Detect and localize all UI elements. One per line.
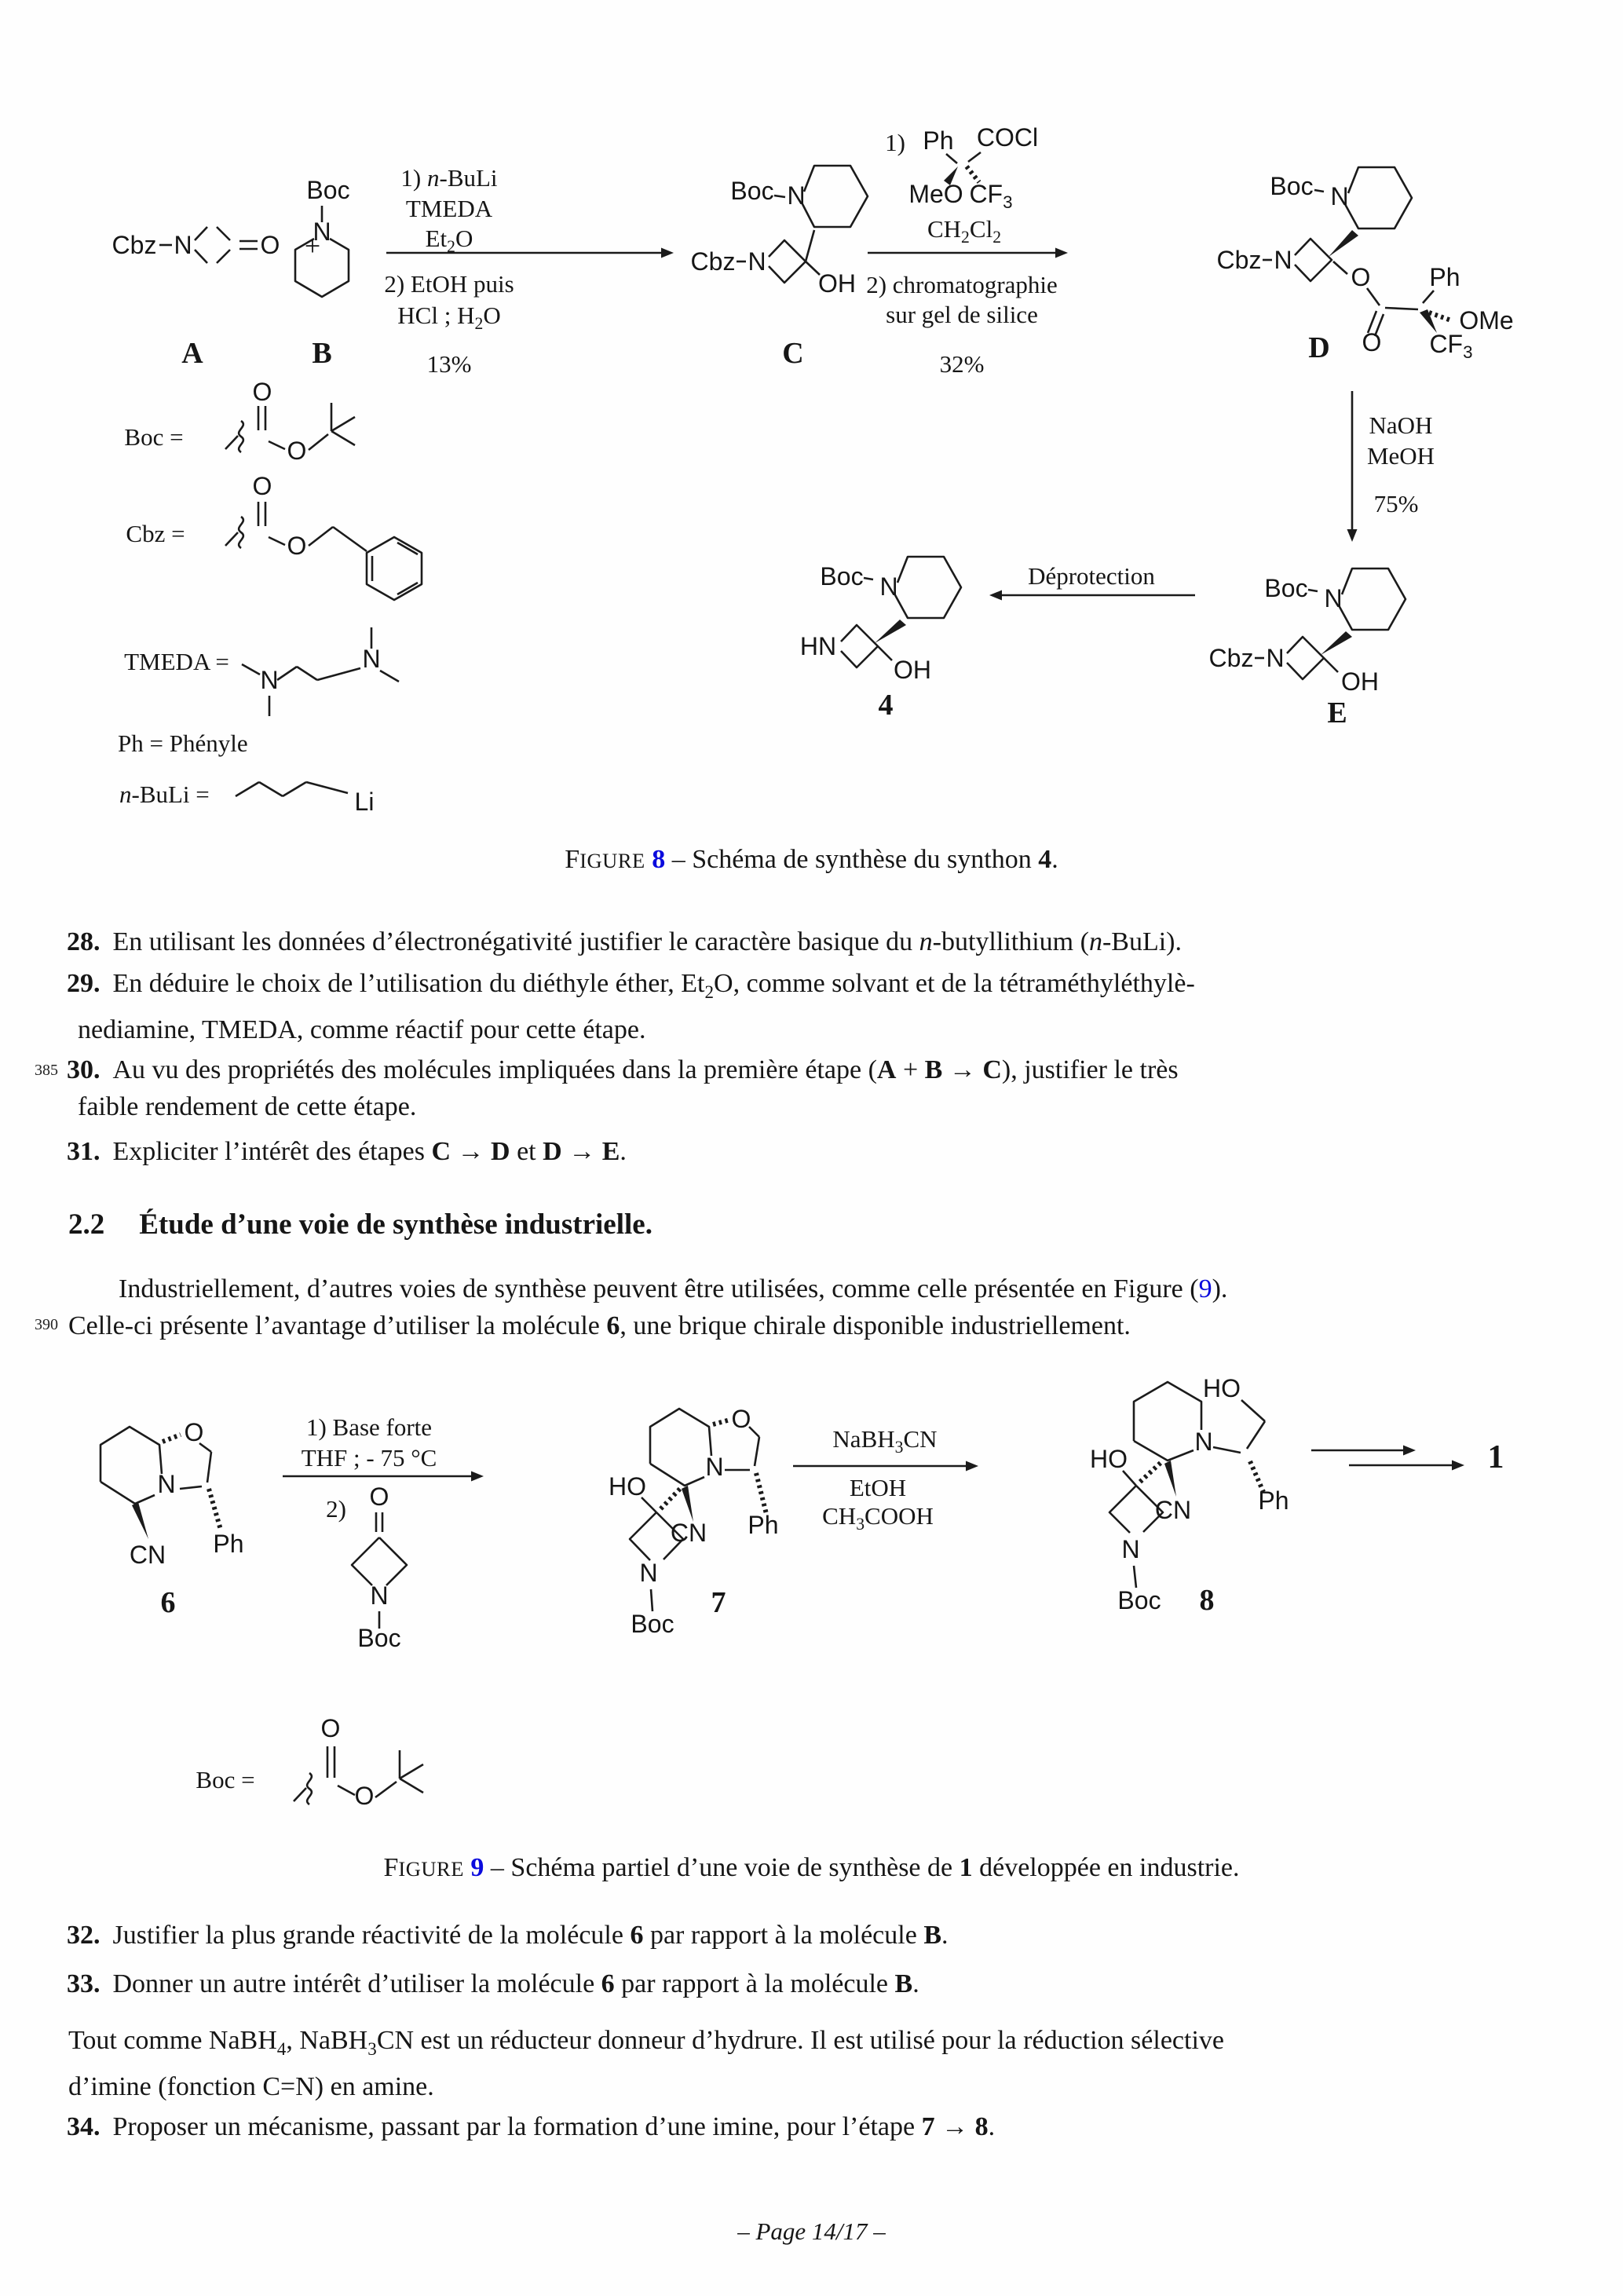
svg-text:COCl: COCl	[976, 123, 1039, 152]
question-number: 29.	[67, 969, 101, 998]
svg-text:Et2O: $Et_2O$	[425, 225, 473, 256]
question-31: 31. Expliciter l’intérêt des étapes C → D et D → E.	[67, 1137, 627, 1166]
question-number: 33.	[67, 1969, 101, 1998]
svg-text:Boc: Boc	[1270, 172, 1314, 200]
svg-text:CF3: $CF_3$	[1429, 330, 1473, 363]
question-number: 32.	[67, 1921, 101, 1950]
svg-text:O: O	[320, 1714, 341, 1742]
svg-text:EtOH: EtOH	[849, 1474, 907, 1501]
svg-text:Cbz =: Cbz =	[126, 520, 185, 547]
svg-text:Boc =: Boc =	[124, 423, 184, 451]
svg-text:CH2Cl2: $CH_2Cl_2$	[927, 215, 1002, 247]
svg-text:N: N	[1330, 182, 1349, 210]
question-number: 30.	[67, 1055, 101, 1084]
figure9-caption: FIGURE 9 – Schéma partiel d’une voie de synthèse de 1 développée en industrie.	[383, 1853, 1240, 1882]
svg-text:Boc: Boc	[1264, 574, 1308, 602]
svg-text:N: N	[157, 1470, 176, 1498]
nabh-paragraph: Tout comme NaBH$_4$, NaBH$_3$CN est un réducteur donneur d’hydrure. Il est utilisé pour la réduction sélective d’imine (fonction C=N) en amine.	[68, 2026, 1224, 2101]
margin-line-number-390: 390	[35, 1316, 58, 1333]
svg-text:CF3: $CF_3$	[969, 180, 1013, 213]
svg-text:MeOH: MeOH	[1366, 442, 1435, 470]
svg-text:N: N	[787, 181, 806, 210]
svg-text:N: N	[1121, 1535, 1140, 1563]
svg-text:O: O	[354, 1782, 375, 1810]
svg-text:1) n-BuLi: 1) n-BuLi	[400, 164, 498, 192]
svg-text:HO: HO	[1203, 1374, 1241, 1402]
svg-text:13%: 13%	[426, 350, 472, 378]
svg-text:Li: Li	[354, 788, 375, 816]
question-34: 34. Proposer un mécanisme, passant par la formation d’une imine, pour l’étape 7 → 8.	[67, 2112, 996, 2141]
svg-text:OMe: OMe	[1459, 306, 1514, 335]
svg-text:Boc: Boc	[631, 1610, 674, 1638]
svg-text:O: O	[731, 1405, 751, 1433]
svg-text:O: O	[184, 1418, 204, 1446]
svg-text:2): 2)	[326, 1495, 346, 1523]
question-number: 31.	[67, 1137, 101, 1166]
svg-text:O: O	[287, 437, 307, 465]
svg-text:HO: HO	[1090, 1445, 1128, 1473]
svg-text:HCl ; H2O: HCl ; $H_2O$	[397, 302, 501, 333]
svg-text:N: N	[1324, 584, 1343, 612]
svg-text:MeO: MeO	[908, 180, 963, 208]
svg-text:7: 7	[711, 1586, 726, 1619]
svg-text:1: 1	[1487, 1439, 1504, 1475]
svg-text:E: E	[1327, 696, 1347, 729]
svg-text:A: A	[181, 337, 203, 370]
svg-text:N: N	[260, 666, 279, 694]
svg-text:HN: HN	[799, 632, 837, 660]
question-30: 30. Au vu des propriétés des molécules impliquées dans la première étape (A + B → C), justifier le très faible rendement de cette étape.	[67, 1055, 1179, 1121]
svg-text:4: 4	[878, 689, 894, 722]
svg-text:2) chromatographie: 2) chromatographie	[866, 271, 1058, 298]
svg-text:O: O	[260, 231, 280, 259]
svg-text:Ph: Ph	[1258, 1486, 1289, 1515]
svg-text:N: N	[639, 1559, 658, 1587]
svg-text:Boc: Boc	[306, 176, 350, 204]
svg-text:NaBH3CN: NaBH$_3$CN	[832, 1425, 938, 1457]
svg-text:n-BuLi =: n-BuLi =	[119, 781, 210, 808]
figure8-caption: FIGURE 8 – Schéma de synthèse du synthon 4.	[565, 845, 1058, 874]
question-32: 32. Justifier la plus grande réactivité de la molécule 6 par rapport à la molécule B.	[67, 1921, 949, 1950]
svg-text:N: N	[748, 247, 766, 276]
svg-text:C: C	[782, 337, 804, 370]
svg-text:N: N	[313, 218, 331, 246]
svg-text:Cbz: Cbz	[111, 231, 157, 259]
section-heading	[68, 1208, 652, 1241]
svg-text:CN: CN	[1154, 1496, 1192, 1524]
svg-text:Cbz: Cbz	[1208, 644, 1254, 672]
section-title: Étude d’une voie de synthèse industrielle.	[139, 1208, 652, 1241]
svg-text:THF ; - 75 °C: THF ; - 75 °C	[301, 1444, 437, 1472]
margin-line-number-385: 385	[35, 1062, 58, 1079]
svg-text:Ph: Ph	[213, 1530, 244, 1558]
svg-text:TMEDA =: TMEDA =	[124, 648, 229, 675]
svg-text:O: O	[287, 532, 307, 560]
svg-text:B: B	[312, 337, 332, 370]
svg-text:Boc: Boc	[730, 177, 774, 205]
svg-text:O: O	[1362, 328, 1382, 356]
svg-text:CN: CN	[670, 1519, 707, 1547]
svg-text:Ph = Phényle: Ph = Phényle	[118, 729, 248, 757]
svg-text:CH3COOH: $CH_3COOH$	[822, 1502, 934, 1534]
question-number: 28.	[67, 927, 101, 956]
svg-text:Boc: Boc	[357, 1624, 401, 1652]
svg-text:O: O	[252, 378, 272, 406]
svg-text:8: 8	[1199, 1584, 1215, 1617]
svg-text:OH: OH	[894, 656, 931, 684]
question-number: 34.	[67, 2112, 101, 2141]
svg-text:Cbz: Cbz	[1216, 246, 1262, 274]
intro-paragraph: Industriellement, d’autres voies de synthèse peuvent être utilisées, comme celle présentée en Figure (9). Celle-ci présente l’avantage d’utiliser la molécule 6, une brique chirale disponible industriellement.	[68, 1274, 1228, 1340]
page-footer: – Page 14/17 –	[737, 2217, 886, 2245]
svg-text:OH: OH	[818, 269, 856, 298]
svg-text:Cbz: Cbz	[690, 247, 736, 276]
svg-text:HO: HO	[609, 1472, 646, 1501]
svg-text:O: O	[1351, 263, 1371, 291]
svg-text:Boc: Boc	[820, 562, 864, 590]
svg-text:O: O	[252, 472, 272, 500]
svg-text:N: N	[362, 645, 381, 673]
svg-text:Boc =: Boc =	[196, 1766, 255, 1793]
question-28: 28. En utilisant les données d’électronégativité justifier le caractère basique du n-butyllithium (n-BuLi).	[67, 927, 1182, 956]
svg-text:D: D	[1308, 331, 1330, 364]
svg-text:N: N	[1194, 1428, 1213, 1456]
svg-text:Ph: Ph	[748, 1511, 779, 1539]
svg-text:N: N	[879, 572, 898, 601]
svg-text:N: N	[174, 231, 192, 259]
svg-text:sur gel de silice: sur gel de silice	[886, 301, 1038, 328]
svg-text:32%: 32%	[939, 350, 985, 378]
svg-text:N: N	[370, 1581, 389, 1610]
svg-text:N: N	[705, 1453, 724, 1481]
svg-text:Déprotection: Déprotection	[1028, 562, 1155, 590]
svg-text:6: 6	[160, 1586, 176, 1619]
svg-text:N: N	[1266, 644, 1285, 672]
svg-text:Boc: Boc	[1117, 1586, 1161, 1614]
svg-text:N: N	[1274, 246, 1292, 274]
svg-text:NaOH: NaOH	[1369, 411, 1433, 439]
svg-text:2) EtOH puis: 2) EtOH puis	[384, 270, 514, 298]
svg-text:Ph: Ph	[1429, 263, 1460, 291]
svg-text:1): 1)	[885, 129, 905, 156]
svg-text:OH: OH	[1341, 667, 1379, 696]
question-33: 33. Donner un autre intérêt d’utiliser la molécule 6 par rapport à la molécule B.	[67, 1969, 919, 1998]
svg-text:+: +	[304, 230, 321, 261]
svg-text:TMEDA: TMEDA	[405, 195, 493, 222]
svg-text:O: O	[369, 1483, 389, 1511]
section-number: 2.2	[68, 1208, 105, 1241]
svg-text:Ph: Ph	[923, 126, 954, 155]
svg-text:CN: CN	[129, 1541, 166, 1569]
svg-text:1) Base forte: 1) Base forte	[305, 1413, 433, 1441]
question-29: 29. En déduire le choix de l’utilisation du diéthyle éther, $Et_2O$, comme solvant et de la tétraméthyléthylè- nediamine, TMEDA, comme réactif pour cette étape.	[67, 969, 1195, 1044]
svg-text:75%: 75%	[1373, 490, 1419, 517]
